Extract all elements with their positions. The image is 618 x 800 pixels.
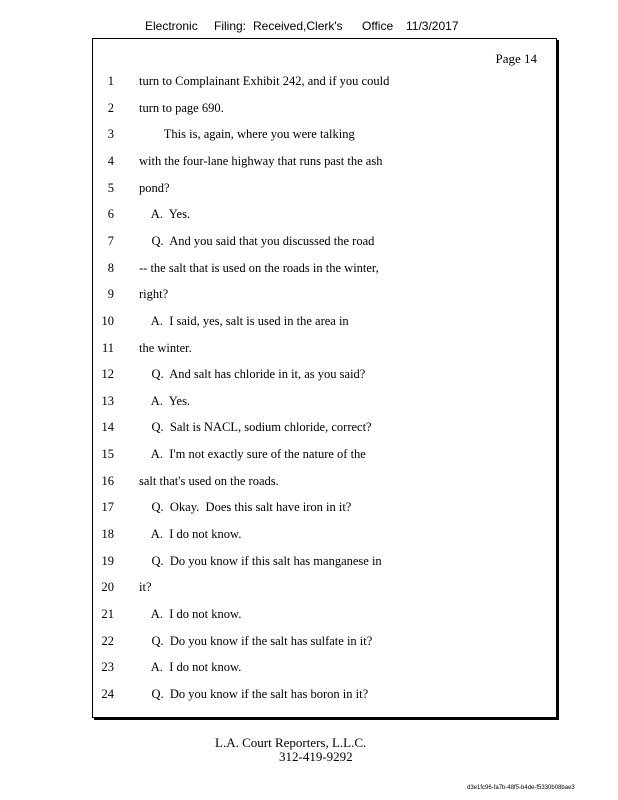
header-date: 11/3/2017 [406,19,459,33]
line-text: A. I do not know. [139,607,242,621]
transcript-line [0,474,618,492]
transcript-line [0,687,618,705]
transcript-line [0,287,618,305]
line-number: 19 [101,553,114,568]
footer-company: L.A. Court Reporters, L.L.C. [215,735,367,750]
line-number: 4 [107,153,114,168]
line-number: 15 [101,447,114,462]
line-text: right? [139,287,169,302]
transcript-line [0,420,618,438]
line-text: with the four-lane highway that runs past the ash [139,153,383,168]
line-number: 3 [107,127,114,142]
transcript-line [0,261,618,279]
line-number: 6 [107,207,114,222]
line-number: 22 [101,633,114,648]
line-text: A. Yes. [139,207,191,222]
line-number: 13 [101,393,114,408]
transcript-line [0,101,618,119]
footer-phone: 312-419-9292 [279,749,353,764]
line-text: it? [139,580,152,595]
document-id: d3e1fc96-fa7b-48f5-b4de-f5330b08bae3 [467,785,575,791]
transcript-line [0,341,618,359]
line-text: Q. And salt has chloride in it, as you said? [139,367,366,382]
line-number: 2 [107,100,114,115]
line-number: 9 [107,287,114,302]
line-text: A. Yes. [139,393,191,408]
line-number: 21 [101,607,114,621]
line-text: turn to page 690. [139,100,224,115]
line-text: A. I do not know. [139,527,242,542]
transcript-line [0,500,618,518]
page-number: Page 14 [495,51,537,66]
transcript-line [0,634,618,652]
transcript-line [0,314,618,332]
transcript-line [0,181,618,199]
transcript-line [0,234,618,252]
line-number: 1 [107,74,114,88]
filing-stamp-header [0,19,618,35]
line-text: salt that's used on the roads. [139,473,279,488]
transcript-line [0,554,618,572]
line-text: Q. Salt is NACL, sodium chloride, correct? [139,420,372,435]
line-text: Q. Do you know if the salt has boron in it? [139,686,369,701]
transcript-line [0,527,618,545]
line-text: Q. Okay. Does this salt have iron in it? [139,500,352,515]
line-number: 24 [101,686,114,701]
line-text: Q. Do you know if this salt has manganese in [139,553,382,568]
line-number: 17 [101,500,114,515]
line-text: pond? [139,180,170,195]
line-text: A. I said, yes, salt is used in the area in [139,313,349,328]
transcript-line [0,394,618,412]
header-electronic: Electronic [145,19,198,33]
transcript-line [0,207,618,225]
line-number: 14 [101,420,114,435]
transcript-line [0,660,618,678]
transcript-line [0,74,618,92]
line-number: 10 [101,313,114,328]
line-number: 12 [101,367,114,382]
header-filing: Filing: [214,19,247,33]
line-number: 20 [101,580,114,595]
line-text: A. I do not know. [139,660,242,675]
line-text: -- the salt that is used on the roads in the winter, [139,260,379,275]
line-number: 5 [107,180,114,195]
header-received: Received,Clerk's [253,19,343,33]
line-number: 18 [101,527,114,542]
header-office: Office [362,19,394,33]
transcript-line [0,154,618,172]
line-text: the winter. [139,340,192,355]
line-number: 7 [107,233,114,248]
transcript-line [0,447,618,465]
line-text: turn to Complainant Exhibit 242, and if you could [139,74,390,88]
line-number: 16 [101,473,114,488]
line-text: A. I'm not exactly sure of the nature of the [139,447,366,462]
line-number: 11 [101,340,114,355]
transcript-line [0,607,618,625]
line-text: Q. And you said that you discussed the road [139,233,375,248]
line-text: Q. Do you know if the salt has sulfate in it? [139,633,373,648]
transcript-line [0,127,618,145]
transcript-line [0,367,618,385]
line-text: This is, again, where you were talking [139,127,355,142]
transcript-line [0,580,618,598]
line-number: 23 [101,660,114,675]
line-number: 8 [107,260,114,275]
